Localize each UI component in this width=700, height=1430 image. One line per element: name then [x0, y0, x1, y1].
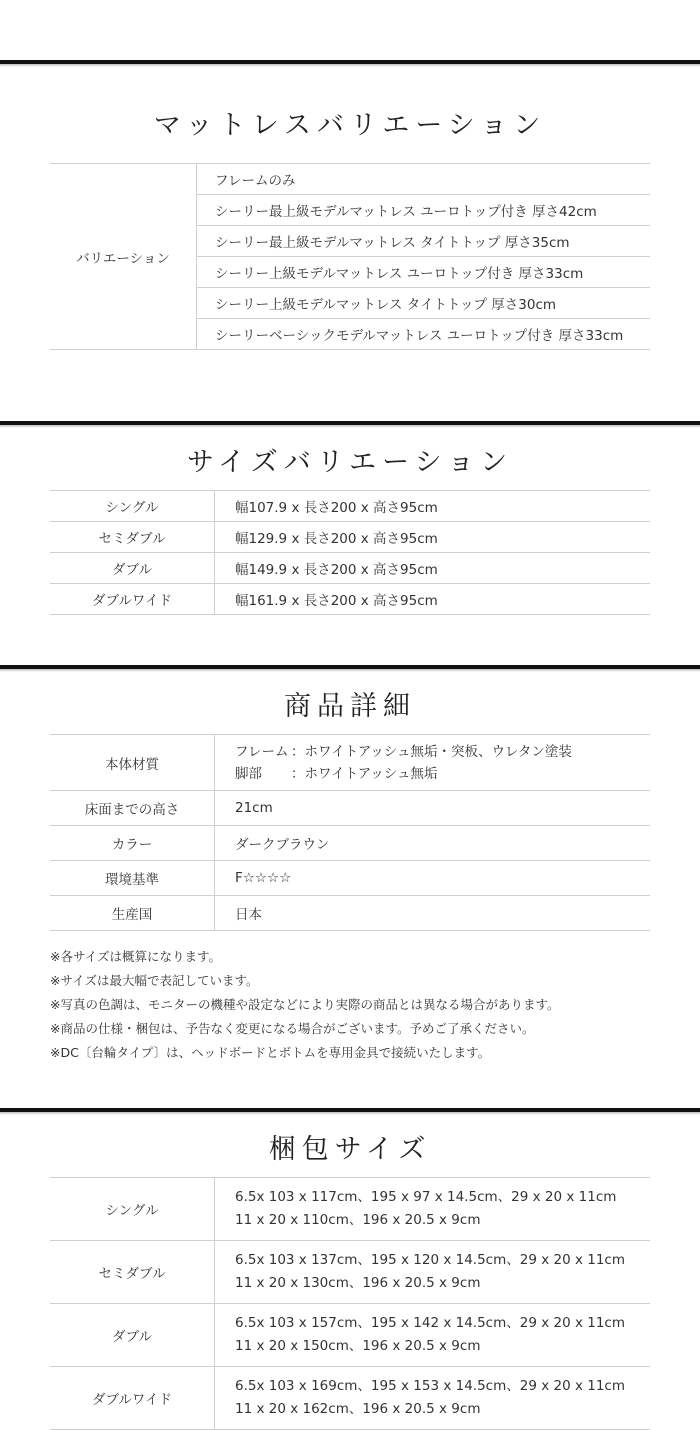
material-part-value: ：ホワイトアッシュ無垢	[291, 765, 438, 782]
note-line: ※サイズは最大幅で表記しています。	[50, 973, 259, 988]
detail-value: ダークブラウン	[215, 826, 651, 861]
packing-value	[215, 1241, 651, 1304]
table-row	[50, 826, 650, 861]
table-row	[50, 791, 650, 826]
detail-label: 環境基準	[50, 861, 215, 896]
packing-line: 11 x 20 x 130cm、196 x 20.5 x 9cm	[235, 1275, 481, 1291]
packing-value	[215, 1304, 651, 1367]
packing-value	[215, 1178, 651, 1241]
size-value: 幅129.9 x 長さ200 x 高さ95cm	[215, 522, 651, 553]
mattress-variation-title: マットレスバリエーション	[153, 110, 547, 141]
detail-value: 日本	[215, 896, 651, 931]
material-value	[215, 735, 651, 791]
table-row	[50, 553, 650, 584]
product-details-table	[50, 734, 650, 931]
detail-value: F☆☆☆☆	[215, 861, 651, 896]
packing-label: ダブルワイド	[50, 1367, 215, 1430]
packing-line: 11 x 20 x 150cm、196 x 20.5 x 9cm	[235, 1338, 481, 1354]
material-line	[235, 741, 650, 763]
detail-label: 生産国	[50, 896, 215, 931]
material-label: 本体材質	[50, 735, 215, 791]
table-row	[50, 896, 650, 931]
table-row	[50, 491, 650, 522]
section-divider	[0, 60, 700, 64]
packing-line: 11 x 20 x 110cm、196 x 20.5 x 9cm	[235, 1212, 481, 1228]
size-variation-table	[50, 490, 650, 615]
table-row	[50, 1304, 650, 1367]
detail-label: カラー	[50, 826, 215, 861]
material-part-value: ：ホワイトアッシュ無垢・突板、ウレタン塗装	[291, 743, 572, 760]
packing-size-title: 梱包サイズ	[268, 1134, 432, 1165]
variation-label: バリエーション	[50, 164, 197, 350]
packing-line: 6.5x 103 x 117cm、195 x 97 x 14.5cm、29 x 20 x 11cm	[235, 1189, 617, 1205]
size-label: ダブル	[50, 553, 215, 584]
size-variation-title: サイズバリエーション	[186, 447, 514, 478]
detail-label: 床面までの高さ	[50, 791, 215, 826]
variation-item: シーリー上級モデルマットレス ユーロトップ付き 厚さ33cm	[197, 257, 651, 288]
variation-item: シーリー最上級モデルマットレス ユーロトップ付き 厚さ42cm	[197, 195, 651, 226]
table-row	[50, 1241, 650, 1304]
variation-item: シーリー上級モデルマットレス タイトトップ 厚さ30cm	[197, 288, 651, 319]
packing-value	[215, 1367, 651, 1430]
product-details-title: 商品詳細	[284, 691, 416, 722]
table-row	[50, 584, 650, 615]
size-value: 幅149.9 x 長さ200 x 高さ95cm	[215, 553, 651, 584]
note-line: ※写真の色調は、モニターの機種や設定などにより実際の商品とは異なる場合があります。	[50, 997, 560, 1012]
table-row	[50, 1367, 650, 1430]
packing-label: セミダブル	[50, 1241, 215, 1304]
table-row	[50, 164, 650, 195]
section-divider	[0, 421, 700, 425]
packing-line: 6.5x 103 x 137cm、195 x 120 x 14.5cm、29 x 20 x 11cm	[235, 1252, 625, 1268]
note-line: ※商品の仕様・梱包は、予告なく変更になる場合がございます。予めご了承ください。	[50, 1021, 535, 1036]
size-value: 幅107.9 x 長さ200 x 高さ95cm	[215, 491, 651, 522]
section-divider	[0, 1108, 700, 1112]
variation-item: フレームのみ	[197, 164, 651, 195]
note-line: ※DC〔台輪タイプ〕は、ヘッドボードとボトムを専用金具で接続いたします。	[50, 1045, 491, 1060]
detail-value: 21cm	[215, 791, 651, 826]
material-part-name: フレーム	[235, 743, 289, 760]
variation-item: シーリーベーシックモデルマットレス ユーロトップ付き 厚さ33cm	[197, 319, 651, 350]
packing-line: 6.5x 103 x 169cm、195 x 153 x 14.5cm、29 x 20 x 11cm	[235, 1378, 625, 1394]
note-line: ※各サイズは概算になります。	[50, 949, 221, 964]
section-divider	[0, 665, 700, 669]
notes-block	[50, 945, 670, 1065]
size-label: ダブルワイド	[50, 584, 215, 615]
size-value: 幅161.9 x 長さ200 x 高さ95cm	[215, 584, 651, 615]
table-row	[50, 861, 650, 896]
material-line	[235, 763, 650, 785]
table-row	[50, 522, 650, 553]
material-part-name: 脚部	[235, 765, 262, 782]
variation-item: シーリー最上級モデルマットレス タイトトップ 厚さ35cm	[197, 226, 651, 257]
table-row	[50, 1178, 650, 1241]
packing-label: ダブル	[50, 1304, 215, 1367]
packing-size-table	[50, 1177, 650, 1430]
packing-line: 11 x 20 x 162cm、196 x 20.5 x 9cm	[235, 1401, 481, 1417]
mattress-variation-table	[50, 163, 650, 350]
size-label: シングル	[50, 491, 215, 522]
packing-label: シングル	[50, 1178, 215, 1241]
table-row	[50, 735, 650, 791]
size-label: セミダブル	[50, 522, 215, 553]
packing-line: 6.5x 103 x 157cm、195 x 142 x 14.5cm、29 x 20 x 11cm	[235, 1315, 625, 1331]
